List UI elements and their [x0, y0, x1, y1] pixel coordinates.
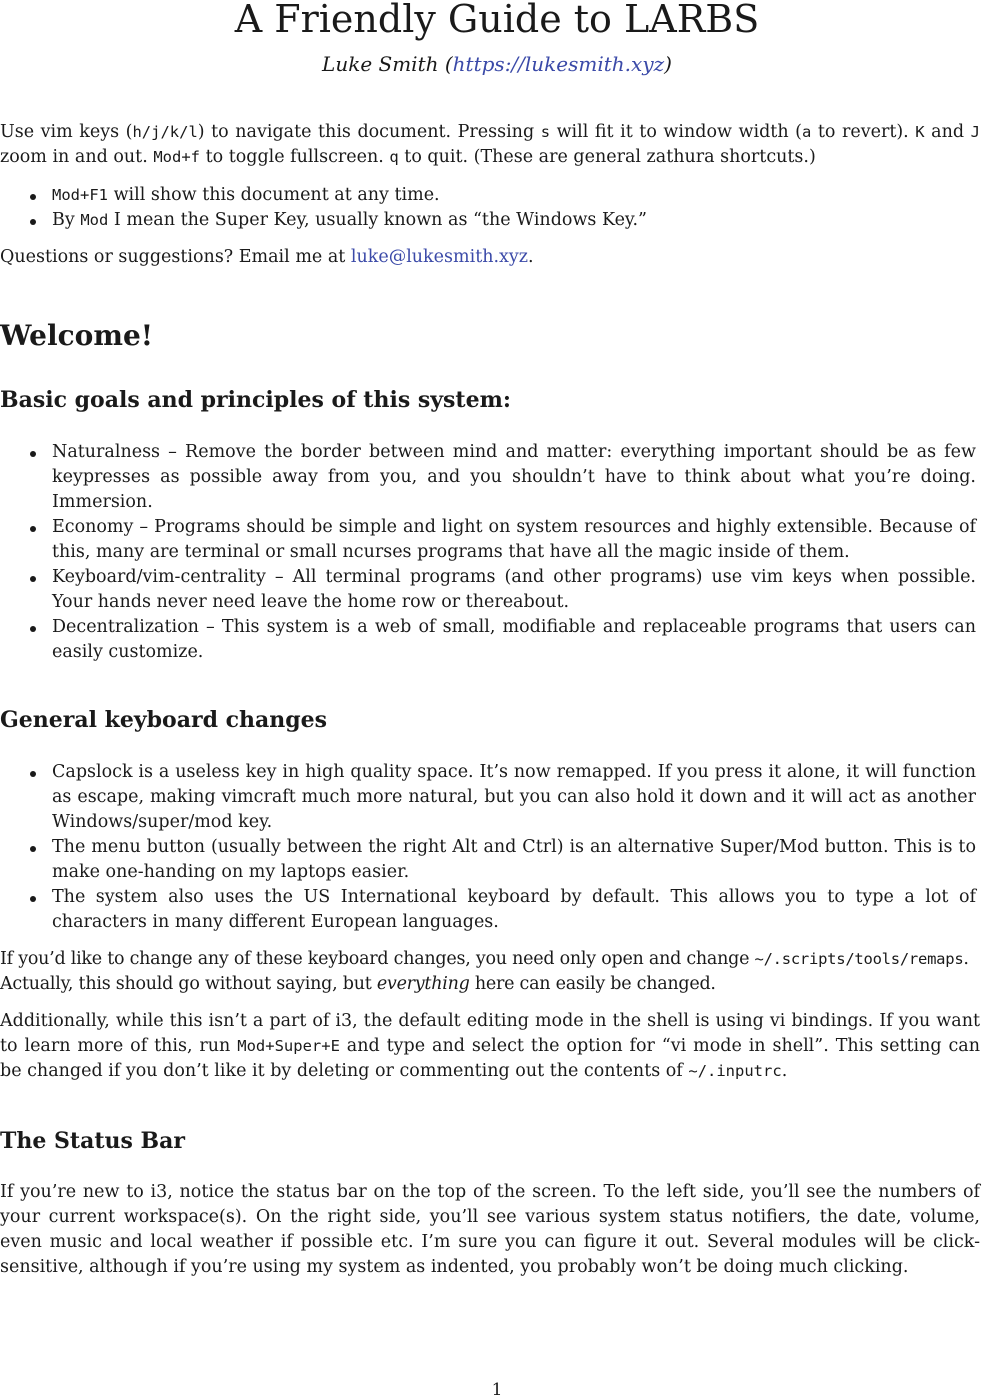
contact-text: Questions or suggestions? Email me at	[0, 247, 351, 267]
intro-text: to toggle fullscreen.	[200, 147, 390, 167]
document-title: A Friendly Guide to LARBS	[234, 0, 760, 41]
paragraph-text: Additionally, while this isn’t a part of i3, the default editing mode in the shell is using vi bindings. If you want to learn more of this, run	[0, 1011, 980, 1056]
contact-paragraph	[0, 245, 980, 270]
intro-text: to revert).	[811, 122, 916, 142]
paragraph-text: .	[781, 1061, 788, 1081]
list-item-text: I mean the Super Key, usually known as “the Windows Key.”	[108, 210, 647, 230]
goals-heading: Basic goals and principles of this system:	[0, 387, 511, 413]
intro-key-quit: q	[389, 148, 399, 166]
intro-key-nav: h/j/k/l	[132, 123, 198, 141]
list-item: The menu button (usually between the right Alt and Ctrl) is an alternative Super/Mod button. This is to make one-handing on my laptops easier.	[0, 835, 976, 885]
email-link[interactable]: luke@lukesmith.xyz	[350, 247, 529, 267]
paragraph-text: Actually, this should go without saying, but	[0, 974, 377, 994]
statusbar-paragraph: If you’re new to i3, notice the status bar on the top of the screen. To the left side, you’ll see the numbers of your current workspace(s). On the right side, you’ll see various system status notifiers, the date, volume, even music and local weather if possible etc. I’m sure you can figure it out. Several modules will be click-sensitive, although if you’re using my system as indented, you probably won’t be doing much clicking.	[0, 1182, 980, 1277]
intro-key-zoom-in: K	[915, 123, 925, 141]
remaps-path: ~/.scripts/tools/remaps	[754, 950, 964, 968]
intro-text: ) to navigate this document. Pressing	[197, 122, 541, 142]
list-item: Capslock is a useless key in high quality space. It’s now remapped. If you press it alone, it will function as escape, making vimcraft much more natural, but you can also hold it down and it will act as another Windows/super/mod key.	[0, 760, 976, 835]
intro-list	[0, 183, 976, 233]
author-close-paren: )	[664, 52, 672, 76]
key-mod-super-e: Mod+Super+E	[237, 1037, 340, 1055]
key-mod-f1: Mod+F1	[52, 186, 108, 204]
intro-key-zoom-out: J	[970, 123, 980, 141]
goals-list	[0, 440, 976, 665]
intro-text: Use vim keys (	[0, 122, 133, 142]
author-name: Luke Smith	[322, 52, 439, 76]
paragraph-text: and type and select the option for “vi mode in shell”. This setting can be changed if you don’t like it by deleting or commenting out the contents of	[0, 1036, 980, 1081]
page-number: 1	[491, 1380, 503, 1400]
welcome-heading: Welcome!	[0, 319, 154, 352]
list-item	[0, 208, 976, 233]
list-item: Naturalness – Remove the border between mind and matter: everything important should be as few keypresses as possible away from you, and you shouldn’t have to think about what you’re doing. Immersion.	[0, 440, 976, 515]
key-mod: Mod	[80, 211, 109, 229]
author-open-paren: (	[444, 52, 453, 76]
contact-end: .	[528, 247, 534, 267]
paragraph-text: here can easily be changed.	[469, 974, 716, 994]
author-line	[0, 52, 994, 76]
intro-key-fullscreen: Mod+f	[153, 148, 200, 166]
paragraph-text: If you’d like to change any of these keyboard changes, you need only open and change	[0, 949, 755, 969]
paragraph-text: .	[963, 949, 969, 969]
intro-key-revert: a	[801, 123, 812, 141]
list-item: Keyboard/vim-centrality – All terminal programs (and other programs) use vim keys when possible. Your hands never need leave the home row or thereabout.	[0, 565, 976, 615]
vi-mode-paragraph	[0, 1009, 980, 1084]
intro-key-fit: s	[540, 123, 551, 141]
list-item: The system also uses the US International keyboard by default. This allows you to type a lot of characters in many different European languages.	[0, 885, 976, 935]
intro-paragraph	[0, 120, 980, 170]
list-item	[0, 183, 976, 208]
list-item-text: will show this document at any time.	[108, 185, 440, 205]
intro-text: and	[924, 122, 971, 142]
author-url-link[interactable]: https://lukesmith.xyz	[452, 52, 665, 76]
intro-text: will fit it to window width (	[550, 122, 802, 142]
inputrc-path: ~/.inputrc	[688, 1062, 782, 1080]
statusbar-heading: The Status Bar	[0, 1128, 185, 1154]
keyboard-list	[0, 760, 976, 935]
intro-text: to quit. (These are general zathura shortcuts.)	[398, 147, 816, 167]
keyboard-change-paragraph	[0, 947, 994, 997]
keyboard-heading: General keyboard changes	[0, 707, 328, 733]
intro-text: zoom in and out.	[0, 147, 154, 167]
list-item: Economy – Programs should be simple and light on system resources and highly extensible. Because of this, many are terminal or small ncurses programs that have all the magic inside of them.	[0, 515, 976, 565]
list-item-text: By	[52, 210, 81, 230]
emphasis-everything: everything	[376, 974, 470, 994]
list-item: Decentralization – This system is a web of small, modifiable and replaceable programs that users can easily customize.	[0, 615, 976, 665]
